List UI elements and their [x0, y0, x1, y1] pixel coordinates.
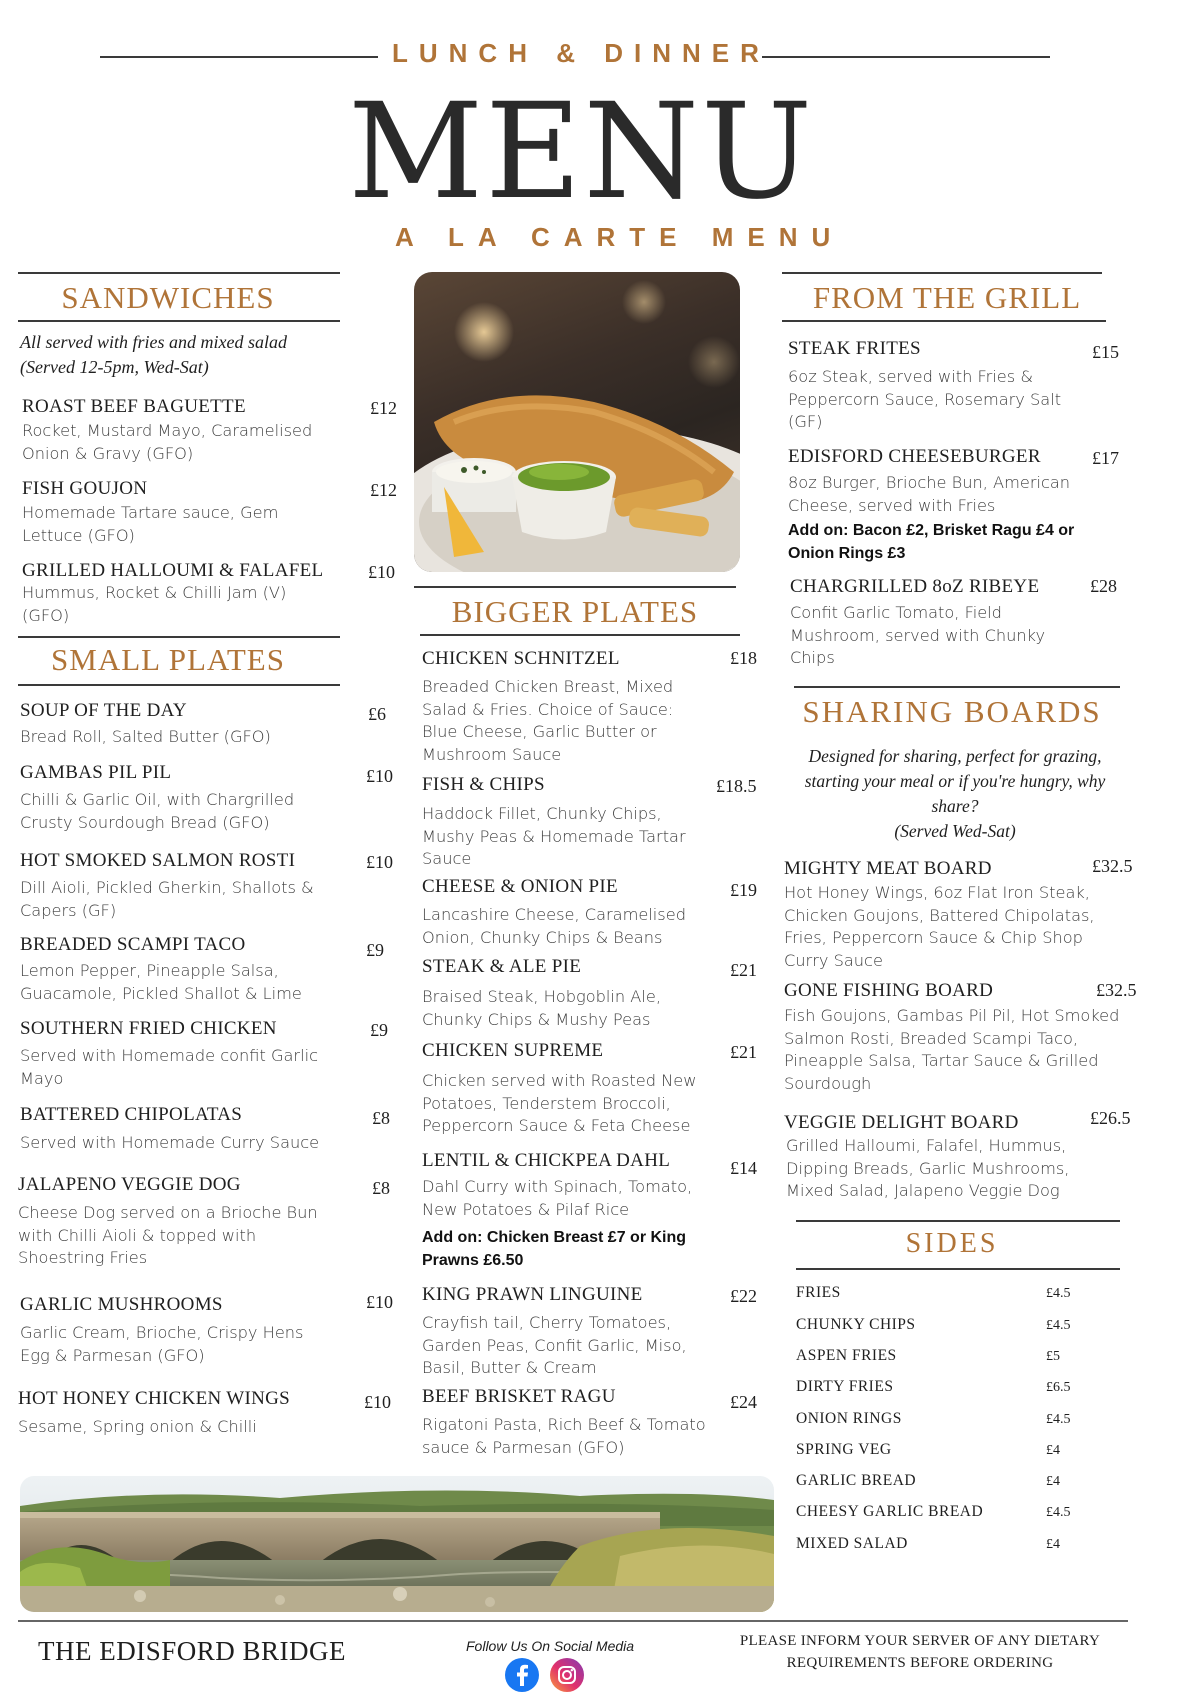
side-item-price: £4.5 [1046, 1505, 1071, 1520]
dietary-notice [720, 1630, 1120, 1674]
sharing-note-line1: Designed for sharing, perfect for grazing, [808, 746, 1102, 766]
side-item-name: FRIES [796, 1284, 841, 1301]
menu-item-desc: 6oz Steak, served with Fries & Peppercorn Sauce, Rosemary Salt (GF) [788, 367, 1062, 431]
grill-rule-top [782, 272, 1102, 274]
menu-item-desc: Hot Honey Wings, 6oz Flat Iron Steak, Chicken Goujons, Battered Chipolatas, Fries, Peppercorn Sauce & Chip Shop Curry Sauce [784, 883, 1095, 970]
side-item-name: ONION RINGS [796, 1410, 902, 1427]
grill-rule-bottom [782, 320, 1106, 322]
social-label: Follow Us On Social Media [466, 1638, 635, 1654]
side-item-name: GARLIC BREAD [796, 1472, 917, 1489]
menu-item-price: £10 [366, 1292, 393, 1312]
menu-item-price: £8 [372, 1108, 390, 1128]
menu-item-desc: Sesame, Spring onion & Chilli [18, 1417, 257, 1436]
menu-item-name: HOT SMOKED SALMON ROSTI [20, 850, 296, 871]
top-label: LUNCH & DINNER [392, 38, 770, 68]
bigger-plates-rule-bottom [420, 634, 740, 636]
footer-rule [18, 1620, 1128, 1622]
menu-item-addon: Add on: Chicken Breast £7 or King Prawns £6.50 [422, 1229, 687, 1269]
grill-heading: FROM THE GRILL [812, 280, 1082, 315]
menu-item-price: £12 [370, 398, 397, 418]
menu-item-desc: Homemade Tartare sauce, Gem Lettuce (GFO) [22, 503, 279, 545]
menu-item-desc: Chicken served with Roasted New Potatoes, Tenderstem Broccoli, Peppercorn Sauce & Feta Cheese [422, 1071, 697, 1135]
menu-item-price: £18.5 [716, 776, 757, 796]
header-rule-right [762, 56, 1050, 58]
menu-item-price: £12 [370, 480, 397, 500]
menu-item-price: £9 [370, 1020, 388, 1040]
menu-item-name: CHARGRILLED 8oZ RIBEYE [790, 576, 1040, 597]
menu-item-desc: Braised Steak, Hobgoblin Ale, Chunky Chips & Mushy Peas [422, 987, 661, 1029]
side-item-name: CHEESY GARLIC BREAD [796, 1503, 984, 1520]
menu-item-name: SOUP OF THE DAY [20, 700, 187, 721]
side-item-name: DIRTY FRIES [796, 1378, 894, 1395]
menu-item-price: £17 [1092, 448, 1119, 468]
subtitle: A LA CARTE MENU [395, 222, 845, 252]
menu-item-price: £14 [730, 1158, 757, 1178]
fish-and-chips-photo [414, 272, 740, 572]
sharing-note-line2: starting your meal or if you're hungry, why [804, 771, 1106, 791]
menu-item-desc: Breaded Chicken Breast, Mixed Salad & Fries. Choice of Sauce: Blue Cheese, Garlic Butter or Mushroom Sauce [422, 677, 674, 764]
menu-item-desc: Lemon Pepper, Pineapple Salsa, Guacamole, Pickled Shallot & Lime [20, 961, 302, 1003]
menu-item-name: GONE FISHING BOARD [784, 980, 994, 1001]
side-item-price: £4 [1046, 1537, 1060, 1552]
venue-name: THE EDISFORD BRIDGE [38, 1636, 347, 1666]
menu-item-price: £32.5 [1092, 856, 1133, 876]
menu-item-price: £10 [366, 852, 393, 872]
instagram-glyph [550, 1658, 584, 1692]
menu-item-desc: Haddock Fillet, Chunky Chips, Mushy Peas & Homemade Tartar Sauce [422, 804, 686, 868]
menu-item-desc: Confit Garlic Tomato, Field Mushroom, served with Chunky Chips [790, 603, 1046, 667]
menu-item-name: KING PRAWN LINGUINE [422, 1284, 643, 1305]
menu-item-name: CHICKEN SUPREME [422, 1040, 604, 1061]
menu-item-price: £21 [730, 1042, 757, 1062]
sharing-note-line3: share? [931, 796, 979, 816]
menu-item-name: ROAST BEEF BAGUETTE [22, 396, 246, 417]
bridge-illustration [20, 1476, 774, 1612]
menu-item-desc: Crayfish tail, Cherry Tomatoes, Garden Peas, Confit Garlic, Miso, Basil, Butter & Cream [422, 1313, 687, 1377]
side-item-name: ASPEN FRIES [796, 1347, 897, 1364]
menu-item-name: LENTIL & CHICKPEA DAHL [422, 1150, 671, 1171]
small-plates-rule-bottom [18, 684, 340, 686]
menu-item-name: GAMBAS PIL PIL [20, 762, 172, 783]
menu-item-name: FISH GOUJON [22, 478, 148, 499]
menu-item-name: STEAK FRITES [788, 338, 921, 359]
side-item-name: MIXED SALAD [796, 1535, 908, 1552]
menu-item-name: EDISFORD CHEESEBURGER [788, 446, 1041, 467]
menu-item-desc: Served with Homemade Curry Sauce [20, 1133, 320, 1152]
fish-and-chips-illustration [414, 272, 740, 572]
menu-item-name: CHEESE & ONION PIE [422, 876, 618, 897]
menu-item-desc: Garlic Cream, Brioche, Crispy Hens Egg & Parmesan (GFO) [20, 1323, 304, 1365]
side-item-price: £4.5 [1046, 1412, 1071, 1427]
sandwiches-note [20, 330, 350, 380]
menu-item-desc: Fish Goujons, Gambas Pil Pil, Hot Smoked Salmon Rosti, Breaded Scampi Taco, Pineapple Salsa, Tartar Sauce & Grilled Sourdough [784, 1006, 1120, 1093]
menu-item-addon: Add on: Bacon £2, Brisket Ragu £4 or Onion Rings £3 [788, 522, 1075, 562]
menu-item-price: £26.5 [1090, 1108, 1131, 1128]
menu-item-desc: Hummus, Rocket & Chilli Jam (V) (GFO) [22, 583, 287, 625]
menu-item-desc: Dahl Curry with Spinach, Tomato, New Potatoes & Pilaf Rice [422, 1177, 693, 1219]
side-item-name: SPRING VEG [796, 1441, 892, 1458]
instagram-icon[interactable] [550, 1658, 584, 1692]
menu-item-desc: Chilli & Garlic Oil, with Chargrilled Crusty Sourdough Bread (GFO) [20, 790, 295, 832]
small-plates-rule-top [18, 636, 340, 638]
menu-item-price: £10 [366, 766, 393, 786]
menu-item-name: BEEF BRISKET RAGU [422, 1386, 616, 1407]
sandwiches-rule-bottom [18, 320, 340, 322]
menu-item-desc: Served with Homemade confit Garlic Mayo [20, 1046, 318, 1088]
sharing-heading: SHARING BOARDS [802, 694, 1102, 729]
menu-item-desc: Grilled Halloumi, Falafel, Hummus, Dipping Breads, Garlic Mushrooms, Mixed Salad, Jalapeno Veggie Dog [786, 1136, 1070, 1200]
menu-item-name: STEAK & ALE PIE [422, 956, 582, 977]
menu-item-price: £18 [730, 648, 757, 668]
menu-item-name: FISH & CHIPS [422, 774, 545, 795]
menu-item-price: £10 [364, 1392, 391, 1412]
bridge-photo [20, 1476, 774, 1612]
menu-item-desc: Dill Aioli, Pickled Gherkin, Shallots & Capers (GF) [20, 878, 314, 920]
page-title: MENU [348, 75, 815, 229]
sharing-rule-top [794, 686, 1120, 688]
menu-item-name: CHICKEN SCHNITZEL [422, 648, 620, 669]
menu-item-name: GARLIC MUSHROOMS [20, 1294, 223, 1315]
menu-item-price: £28 [1090, 576, 1117, 596]
side-item-price: £6.5 [1046, 1380, 1071, 1395]
side-item-price: £4.5 [1046, 1318, 1071, 1333]
menu-item-price: £9 [366, 940, 384, 960]
menu-item-desc: Bread Roll, Salted Butter (GFO) [20, 727, 271, 746]
bigger-plates-rule-top [414, 586, 736, 588]
sandwiches-note-line1: All served with fries and mixed salad [20, 332, 287, 352]
menu-item-name: GRILLED HALLOUMI & FALAFEL [22, 560, 324, 581]
sides-heading: SIDES [905, 1228, 999, 1259]
sides-rule-top [796, 1220, 1120, 1222]
facebook-icon[interactable] [505, 1658, 539, 1692]
dietary-notice-line1: PLEASE INFORM YOUR SERVER OF ANY DIETARY [739, 1633, 1101, 1649]
header-rule-left [100, 56, 378, 58]
sharing-note-line4: (Served Wed-Sat) [894, 821, 1016, 841]
menu-item-price: £22 [730, 1286, 757, 1306]
menu-item-name: JALAPENO VEGGIE DOG [18, 1174, 241, 1195]
menu-item-desc: Cheese Dog served on a Brioche Bun with Chilli Aioli & topped with Shoestring Fries [18, 1203, 318, 1267]
menu-item-desc: Lancashire Cheese, Caramelised Onion, Chunky Chips & Beans [422, 905, 686, 947]
menu-item-desc: 8oz Burger, Brioche Bun, American Cheese, served with Fries [788, 473, 1071, 515]
menu-item-desc: Rocket, Mustard Mayo, Caramelised Onion & Gravy (GFO) [22, 421, 313, 463]
menu-item-price: £21 [730, 960, 757, 980]
side-item-price: £4 [1046, 1443, 1060, 1458]
menu-item-name: HOT HONEY CHICKEN WINGS [18, 1388, 291, 1409]
menu-item-price: £6 [368, 704, 386, 724]
sandwiches-rule-top [18, 272, 340, 274]
menu-item-price: £10 [368, 562, 395, 582]
menu-item-name: BREADED SCAMPI TACO [20, 934, 246, 955]
menu-item-name: BATTERED CHIPOLATAS [20, 1104, 243, 1125]
menu-item-price: £24 [730, 1392, 757, 1412]
menu-item-name: VEGGIE DELIGHT BOARD [784, 1112, 1019, 1133]
side-item-price: £4.5 [1046, 1286, 1071, 1301]
menu-item-price: £19 [730, 880, 757, 900]
side-item-price: £5 [1046, 1349, 1060, 1364]
menu-item-name: MIGHTY MEAT BOARD [784, 858, 992, 879]
small-plates-heading: SMALL PLATES [51, 642, 285, 677]
menu-item-name: SOUTHERN FRIED CHICKEN [20, 1018, 277, 1039]
facebook-glyph [505, 1658, 539, 1692]
bigger-plates-heading: BIGGER PLATES [451, 594, 699, 629]
sandwiches-note-line2: (Served 12-5pm, Wed-Sat) [20, 357, 209, 377]
sides-rule-bottom [796, 1268, 1120, 1270]
side-item-name: CHUNKY CHIPS [796, 1316, 916, 1333]
menu-item-price: £8 [372, 1178, 390, 1198]
menu-item-price: £15 [1092, 342, 1119, 362]
sharing-note [770, 744, 1140, 844]
menu-item-price: £32.5 [1096, 980, 1137, 1000]
menu-item-desc: Rigatoni Pasta, Rich Beef & Tomato sauce & Parmesan (GFO) [422, 1415, 706, 1457]
dietary-notice-line2: REQUIREMENTS BEFORE ORDERING [786, 1655, 1054, 1671]
side-item-price: £4 [1046, 1474, 1060, 1489]
sandwiches-heading: SANDWICHES [61, 280, 275, 315]
